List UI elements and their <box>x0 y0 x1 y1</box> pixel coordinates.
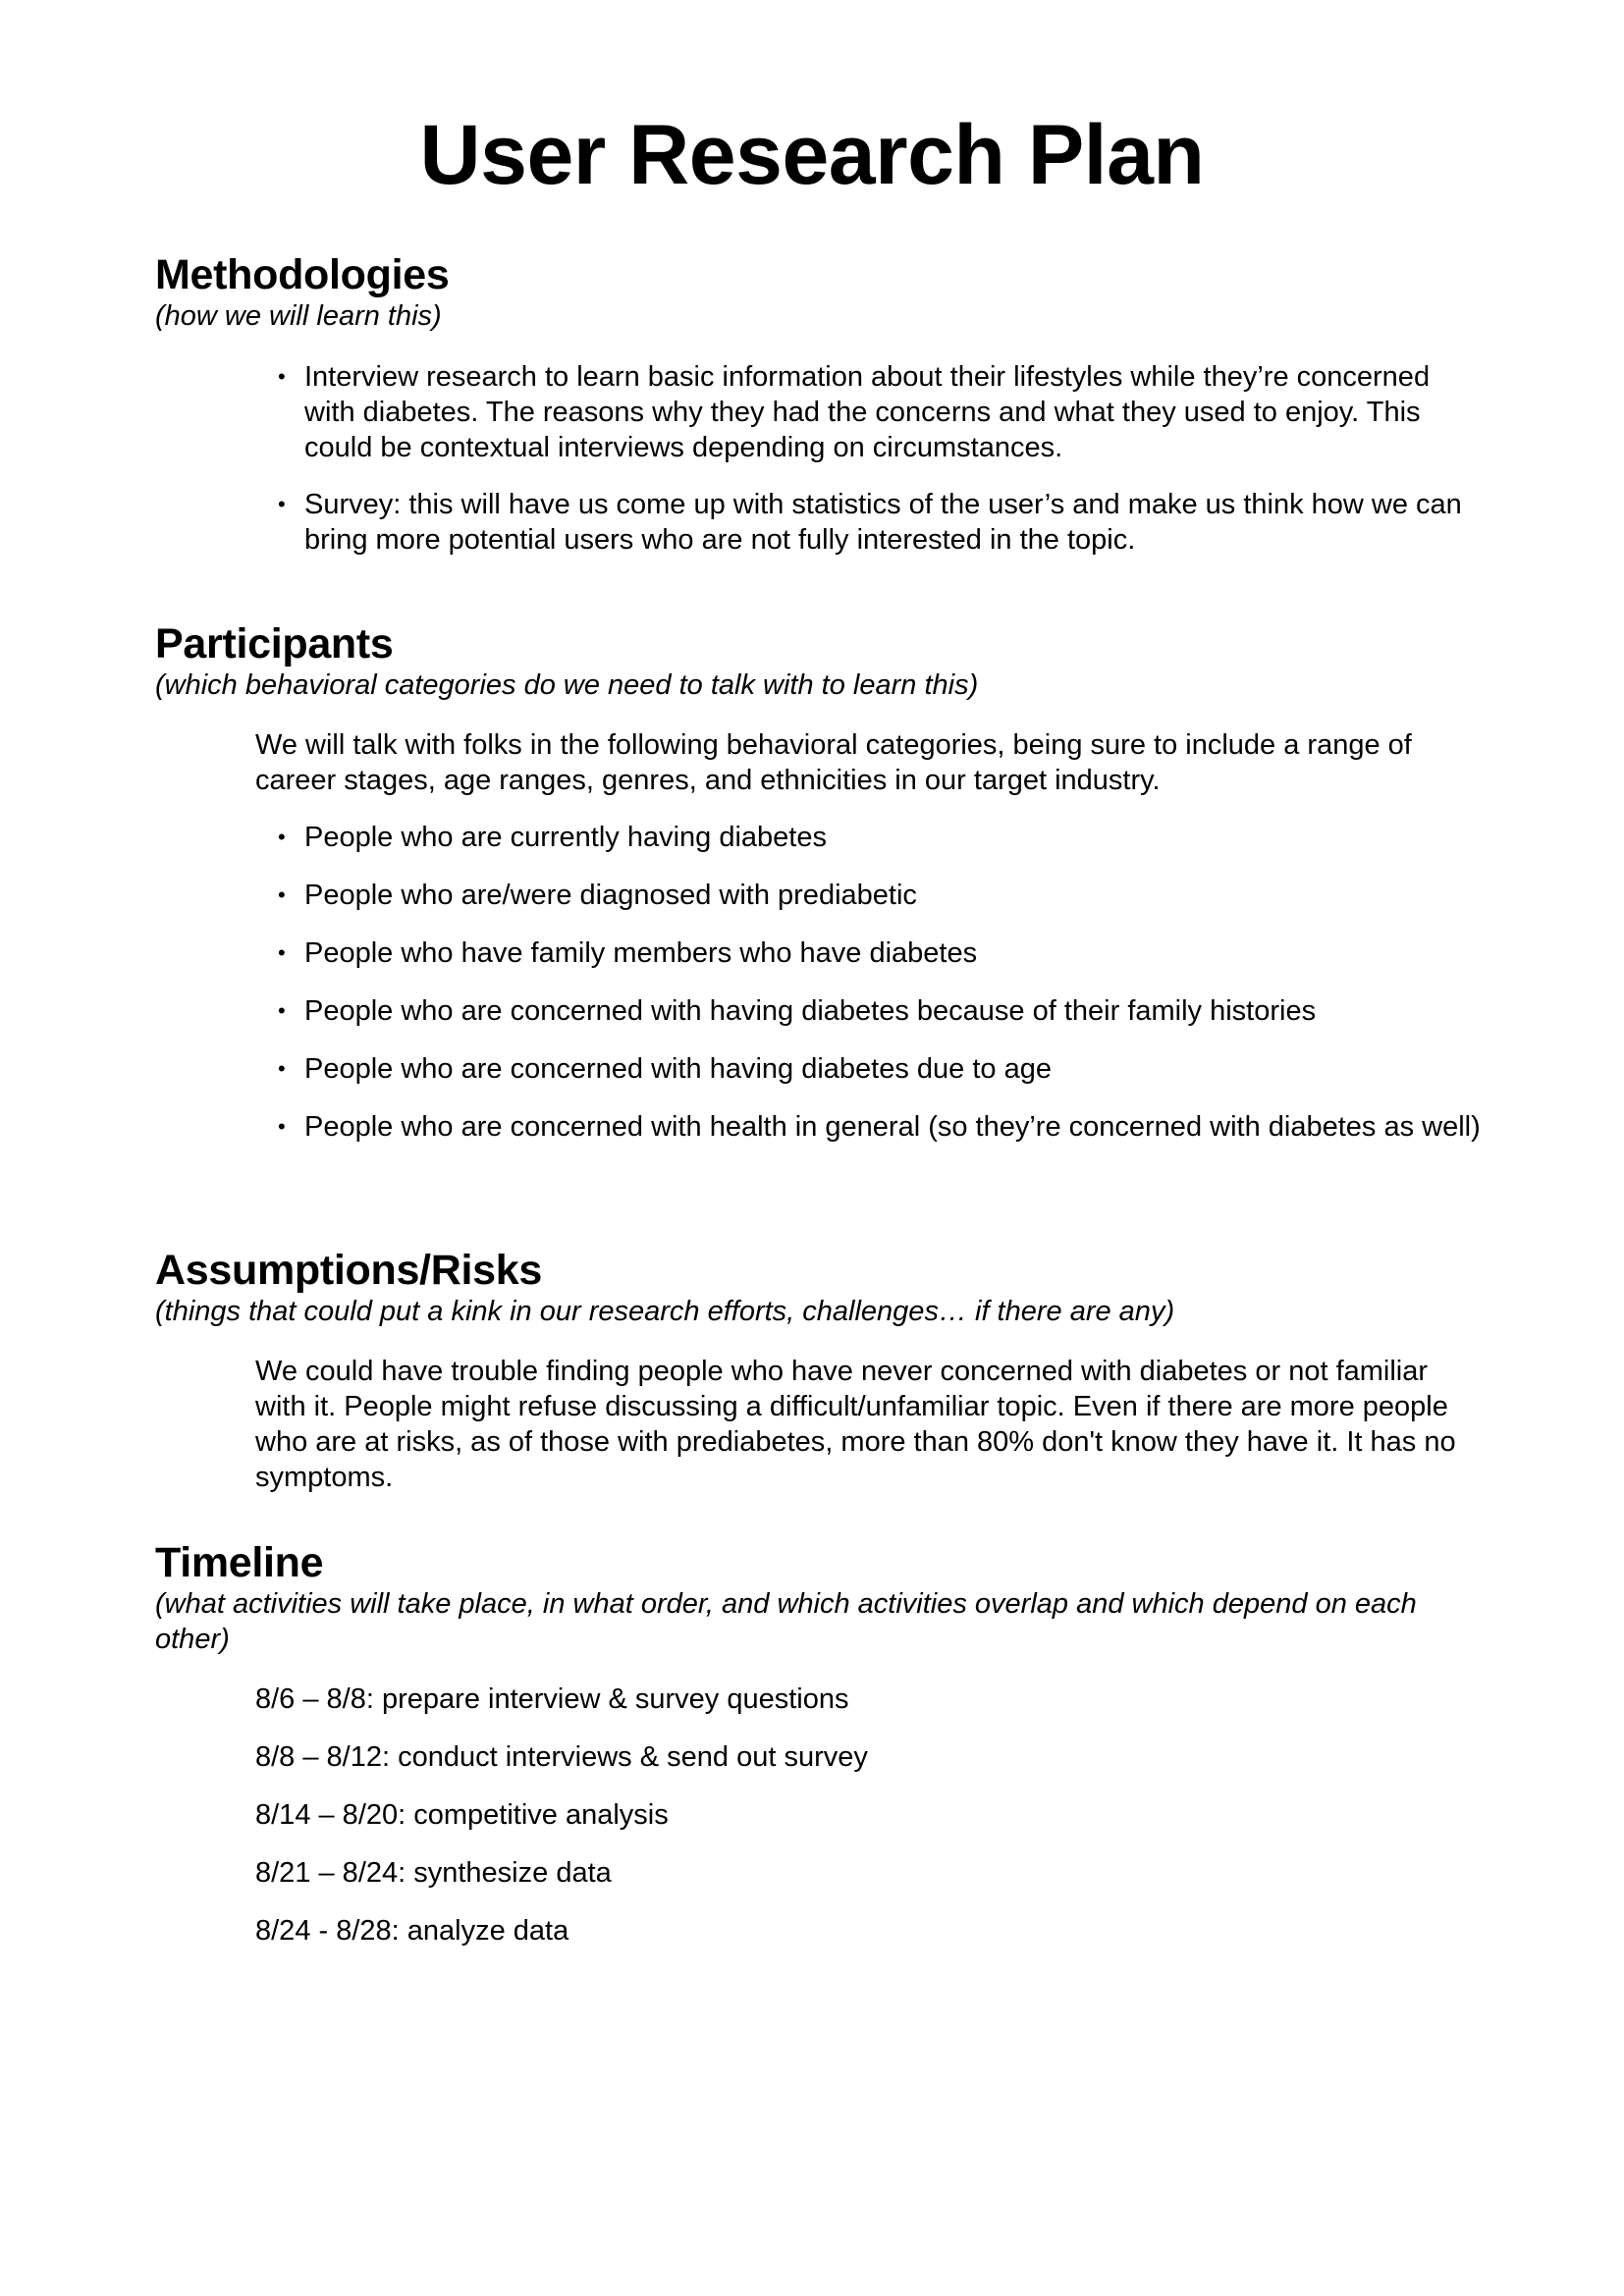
list-item <box>278 878 1481 913</box>
assumptions-body: We could have trouble finding people who have never concerned with diabetes or not familiar with it. People might refuse discussing a difficult/unfamiliar topic. Even if there are more people who are at risks, as of those with prediabetes, more than 80% don't know they have it. It has no symptoms. <box>255 1356 1456 1493</box>
section-subtitle-timeline: (what activities will take place, in what order, and which activities overlap and which depend on each other) <box>155 1588 1417 1655</box>
list-item <box>278 359 1481 465</box>
list-item-text: People who have family members who have diabetes <box>304 937 978 969</box>
list-item-text: People who are concerned with having diabetes because of their family histories <box>304 995 1317 1027</box>
section-subtitle-participants: (which behavioral categories do we need to talk with to learn this) <box>155 669 979 701</box>
section-subtitle-methodologies: (how we will learn this) <box>155 300 442 332</box>
bullet-icon: • <box>278 825 286 849</box>
methodologies-list <box>278 359 1481 558</box>
timeline-item: 8/21 – 8/24: synthesize data <box>255 1857 612 1889</box>
timeline-item: 8/8 – 8/12: conduct interviews & send out survey <box>255 1741 868 1773</box>
list-item <box>278 1051 1481 1087</box>
bullet-icon: • <box>278 940 286 965</box>
list-item <box>278 993 1481 1029</box>
bullet-icon: • <box>278 364 286 389</box>
timeline-list <box>155 1682 1490 1949</box>
bullet-icon: • <box>278 1114 286 1139</box>
section-heading-timeline: Timeline <box>155 1539 324 1586</box>
list-item-text: People who are concerned with having diabetes due to age <box>304 1053 1052 1085</box>
participants-intro: We will talk with folks in the following behavioral categories, being sure to include a range of career stages, age ranges, genres, and ethnicities in our target industry. <box>255 729 1412 796</box>
list-item <box>278 487 1481 558</box>
list-item-text: People who are currently having diabetes <box>304 822 827 853</box>
list-item-text: People who are concerned with health in general (so they’re concerned with diabetes as well) <box>304 1111 1481 1143</box>
list-item-text: People who are/were diagnosed with prediabetic <box>304 880 917 911</box>
section-participants <box>155 620 1490 1145</box>
list-item <box>278 820 1481 855</box>
page-title: User Research Plan <box>419 108 1205 202</box>
bullet-icon: • <box>278 492 286 516</box>
section-heading-participants: Participants <box>155 620 394 667</box>
timeline-item: 8/24 - 8/28: analyze data <box>255 1915 569 1947</box>
bullet-icon: • <box>278 882 286 907</box>
list-item-text: Survey: this will have us come up with statistics of the user’s and make us think how we can bring more potential users who are not fully interested in the topic. <box>304 489 1462 556</box>
list-item <box>278 935 1481 971</box>
timeline-item: 8/14 – 8/20: competitive analysis <box>255 1799 669 1831</box>
section-timeline <box>155 1539 1490 1949</box>
section-subtitle-assumptions: (things that could put a kink in our research efforts, challenges… if there are any) <box>155 1296 1175 1327</box>
bullet-icon: • <box>278 998 286 1023</box>
section-heading-methodologies: Methodologies <box>155 251 450 298</box>
section-heading-assumptions: Assumptions/Risks <box>155 1247 542 1294</box>
timeline-item: 8/6 – 8/8: prepare interview & survey questions <box>255 1683 849 1715</box>
list-item-text: Interview research to learn basic information about their lifestyles while they’re concerned with diabetes. The reasons why they had the concerns and what they used to enjoy. This could be contextual interviews depending on circumstances. <box>304 361 1431 463</box>
section-methodologies <box>155 251 1490 558</box>
section-assumptions <box>155 1247 1490 1495</box>
bullet-icon: • <box>278 1056 286 1081</box>
participants-list <box>278 820 1481 1145</box>
list-item <box>278 1109 1481 1145</box>
